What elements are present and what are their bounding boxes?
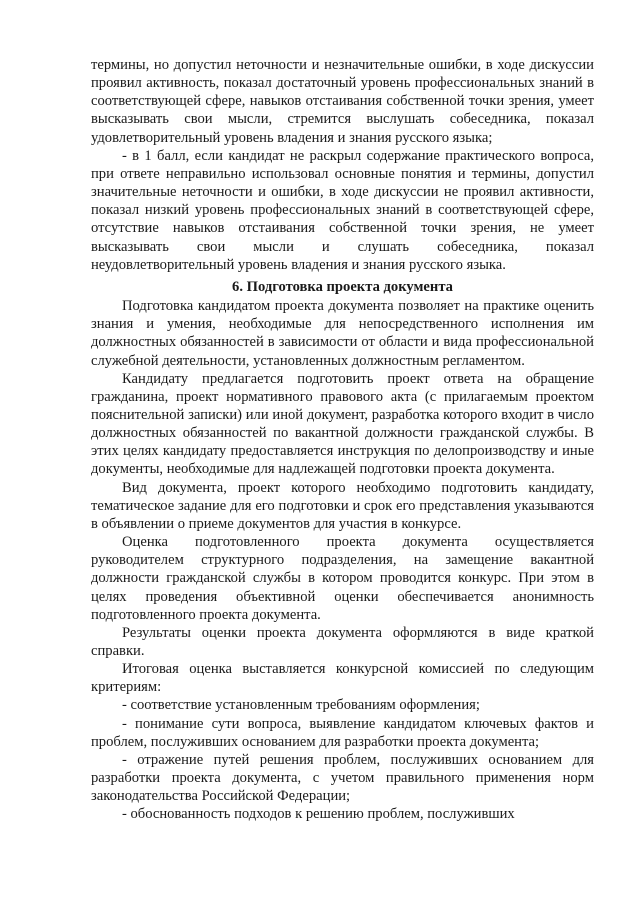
section-heading: 6. Подготовка проекта документа (232, 278, 453, 295)
paragraph-task: Кандидату предлагается подготовить проект ответа на обращение гражданина, проект нормативного правового акта (с прилагаемым проектом пояснительной записки) или иной документ, разработка которого входит в число должностных обязанностей по вакантной должности гражданской службы. В этих целях кандидату предоставляется инструкция по делопроизводству и иные документы, необходимые для надлежащей подготовки проекта документа. (91, 370, 594, 478)
paragraph-results: Результаты оценки проекта документа оформляются в виде краткой справки. (91, 624, 594, 659)
criterion-understanding: - понимание сути вопроса, выявление кандидатом ключевых фактов и проблем, послуживших основанием для разработки проекта документа; (91, 715, 594, 750)
paragraph-document-type: Вид документа, проект которого необходимо подготовить кандидату, тематическое задание для его подготовки и срок его представления указываются в объявлении о приеме документов для участия в конкурсе. (91, 479, 594, 532)
paragraph-purpose: Подготовка кандидатом проекта документа позволяет на практике оценить знания и умения, необходимые для непосредственного исполнения им должностных обязанностей в зависимости от области и вида профессиональной служебной деятельности, установленных должностным регламентом. (91, 298, 594, 369)
paragraph-evaluation: Оценка подготовленного проекта документа осуществляется руководителем структурного подразделения, на замещение вакантной должности гражданской службы в котором проводится конкурс. При этом в целях проведения объективной оценки обеспечивается анонимность подготовленного проекта документа. (91, 534, 594, 623)
criterion-formatting: - соответствие установленным требованиям оформления; (122, 697, 480, 714)
criterion-solutions: - отражение путей решения проблем, послуживших основанием для разработки проекта документа, с учетом правильного применения норм законодательства Российской Федерации; (91, 751, 594, 805)
paragraph-criteria-intro: Итоговая оценка выставляется конкурсной комиссией по следующим критериям: (91, 661, 594, 696)
criterion-1-point: - в 1 балл, если кандидат не раскрыл содержание практического вопроса, при ответе неправильно использовал основные понятия и термины, допустил значительные неточности и ошибки, в ходе дискуссии не проявил активности, показал низкий уровень профессиональных знаний в соответствующей сфере, отсутствие навыков отстаивания собственной точки зрения, не умеет высказывать свои мысли и слушать собеседника, показал неудовлетворительный уровень владения и знания русского языка. (91, 147, 594, 273)
paragraph-continuation: термины, но допустил неточности и незначительные ошибки, в ходе дискуссии проявил активность, показал достаточный уровень профессиональных знаний в соответствующей сфере, навыков отстаивания собственной точки зрения, умеет высказывать свои мысли, стремится выслушать собеседника, показал удовлетворительный уровень владения и знания русского языка; (91, 57, 594, 146)
criterion-justification: - обоснованность подходов к решению проблем, послуживших (122, 806, 515, 823)
page-text (91, 56, 594, 824)
